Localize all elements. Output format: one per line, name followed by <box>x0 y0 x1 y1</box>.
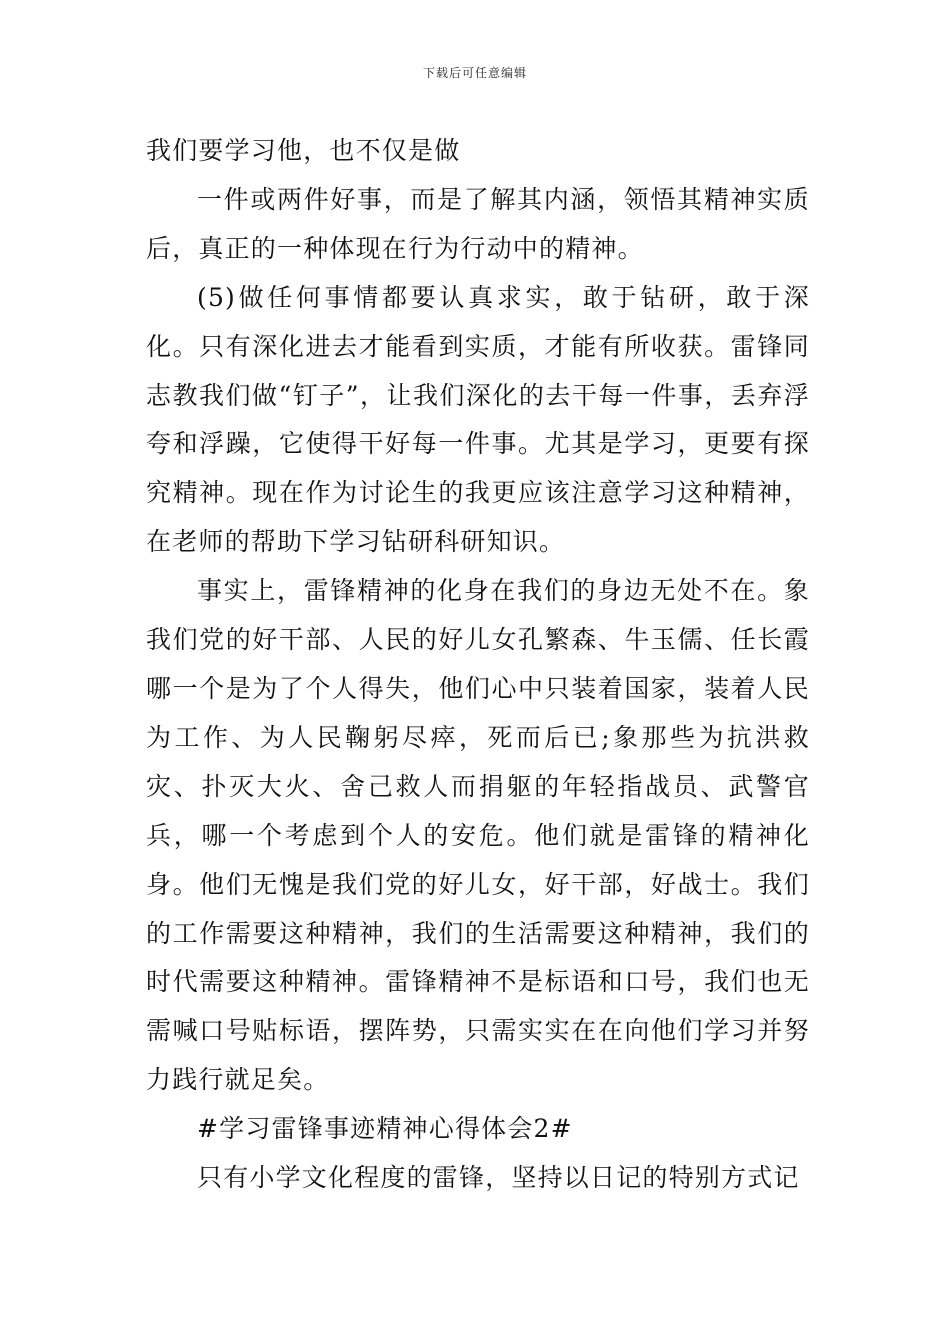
paragraph-5: 只有小学文化程度的雷锋，坚持以日记的特别方式记 <box>197 1163 800 1193</box>
paragraph-3: (5)做任何事情都要认真求实，敢于钻研，敢于深化。只有深化进去才能看到实质，才能有所收获。雷锋同志教我们做“钉子”，让我们深化的去干每一件事，丢弃浮夸和浮躁，它使得干好每一件事。尤其是学习，更要有探究精神。现在作为讨论生的我更应该注意学习这种精神，在老师的帮助下学习钻研科研知识。 <box>146 282 810 557</box>
page-header: 下载后可任意编辑 <box>422 66 527 80</box>
section-heading: #学习雷锋事迹精神心得体会2# <box>197 1114 573 1144</box>
paragraph-4: 事实上，雷锋精神的化身在我们的身边无处不在。象我们党的好干部、人民的好儿女孔繁森、牛玉儒、任长霞哪一个是为了个人得失，他们心中只装着国家，装着人民为工作、为人民鞠躬尽瘁，死而后已;象那些为抗洪救灾、扑灭大火、舍己救人而捐躯的年轻指战员、武警官兵，哪一个考虑到个人的安危。他们就是雷锋的精神化身。他们无愧是我们党的好儿女，好干部，好战士。我们的工作需要这种精神，我们的生活需要这种精神，我们的时代需要这种精神。雷锋精神不是标语和口号，我们也无需喊口号贴标语，摆阵势，只需实实在在向他们学习并努力践行就足矣。 <box>146 576 810 1095</box>
document-body <box>146 127 810 1203</box>
paragraph-2: 一件或两件好事，而是了解其内涵，领悟其精神实质后，真正的一种体现在行为行动中的精神。 <box>146 184 810 263</box>
paragraph-1: 我们要学习他，也不仅是做 <box>146 136 461 165</box>
